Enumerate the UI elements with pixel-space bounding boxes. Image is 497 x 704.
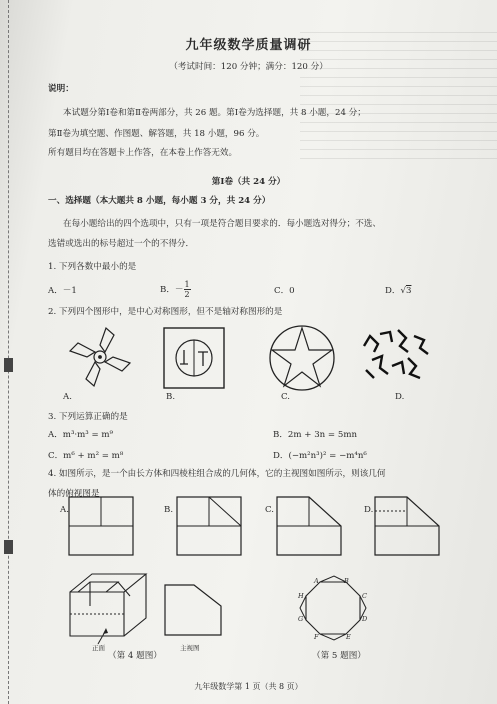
vertex-e: E: [346, 633, 351, 641]
q1-stem: 1. 下列各数中最小的是: [48, 262, 137, 272]
q4-main-view: [164, 584, 222, 636]
q2-label-a: A.: [63, 392, 72, 402]
binding-mark: [4, 540, 13, 554]
front-label: 正面: [92, 644, 105, 652]
q4-option-d-view: [374, 496, 440, 556]
q3-option-a: A．m³·m³ = m⁹: [48, 430, 113, 440]
q2-label-c: C.: [281, 392, 291, 402]
section-title: 第Ⅰ卷（共 24 分）: [211, 177, 286, 187]
q3-option-d: D．(−m²n³)² = −m⁴n⁶: [273, 451, 367, 461]
page-footer: 九年级数学第 1 页（共 8 页）: [194, 682, 303, 691]
q4-label-a: A.: [60, 505, 69, 515]
vertex-h: H: [298, 592, 304, 600]
binding-line: [8, 0, 10, 704]
sqrt-sign: √: [400, 286, 406, 296]
exam-info: （考试时间：120 分钟；满分：120 分）: [169, 62, 328, 72]
notes-line-3: 所有题目均在答题卡上作答，在本卷上作答无效。: [48, 148, 238, 158]
q2-figure-a: [60, 326, 140, 388]
vertex-f: F: [314, 633, 319, 641]
q4-label-c: C.: [265, 505, 275, 515]
vertex-b: B: [344, 577, 349, 585]
q2-stem: 2. 下列四个图形中，是中心对称图形，但不是轴对称图形的是: [48, 307, 283, 317]
q1-option-b: B．－ $\frac{1}{2}$: [160, 280, 190, 299]
fraction: $\frac{1}{2}$: [184, 280, 190, 299]
exam-title: 九年级数学质量调研: [185, 38, 312, 53]
q1-option-c: C．0: [274, 286, 295, 296]
q2-label-b: B.: [166, 392, 176, 402]
q4-label-b: B.: [164, 505, 174, 515]
vertex-d: D: [362, 615, 368, 623]
q4-caption: （第 4 题图）: [108, 651, 162, 661]
vertex-a: A: [314, 577, 319, 585]
q2-figure-c: [266, 324, 338, 392]
vertex-g: G: [298, 615, 304, 623]
main-view-label: 主视图: [180, 644, 200, 652]
q4-option-a-view: [68, 496, 134, 556]
notes-line-1: 本试题分第Ⅰ卷和第Ⅱ卷两部分，共 26 题。第Ⅰ卷为选择题，共 8 小题，24 分；: [63, 108, 366, 118]
q3-stem: 3. 下列运算正确的是: [48, 412, 128, 422]
instruction-line-2: 选错或选出的标号超过一个的不得分．: [48, 239, 195, 249]
q1-option-a: A．－1: [48, 286, 77, 296]
q4-stem-1: 4. 如图所示，是一个由长方体和四棱柱组合成的几何体，它的主视图如图所示，则该几何: [48, 469, 386, 479]
notes-label: 说明：: [48, 84, 74, 94]
q4-stem-2: 体的俯视图是: [48, 489, 100, 499]
q3-option-c: C．m⁶ + m² = m⁸: [48, 451, 124, 461]
q1-option-d: D．√3: [385, 286, 412, 296]
q2-label-d: D.: [395, 392, 405, 402]
binding-mark: [4, 358, 13, 372]
q4-option-b-view: [176, 496, 242, 556]
vertex-c: C: [362, 592, 367, 600]
notes-line-2: 第Ⅱ卷为填空题、作图题、解答题，共 18 小题，96 分。: [48, 129, 265, 139]
choice-heading: 一、选择题（本大题共 8 小题，每小题 3 分，共 24 分）: [48, 196, 271, 206]
instruction-line-1: 在每小题给出的四个选项中，只有一项是符合题目要求的．每小题选对得分；不选、: [63, 219, 381, 229]
q5-octagon-figure: [294, 572, 374, 646]
q4-solid-figure: [68, 566, 160, 648]
q4-label-d: D.: [364, 505, 374, 515]
q5-caption: （第 5 题图）: [312, 651, 366, 661]
q3-option-b: B．2m + 3n = 5mn: [273, 430, 358, 440]
q4-option-c-view: [276, 496, 342, 556]
q2-figure-b: [162, 326, 226, 390]
q2-figure-d: [358, 326, 434, 386]
